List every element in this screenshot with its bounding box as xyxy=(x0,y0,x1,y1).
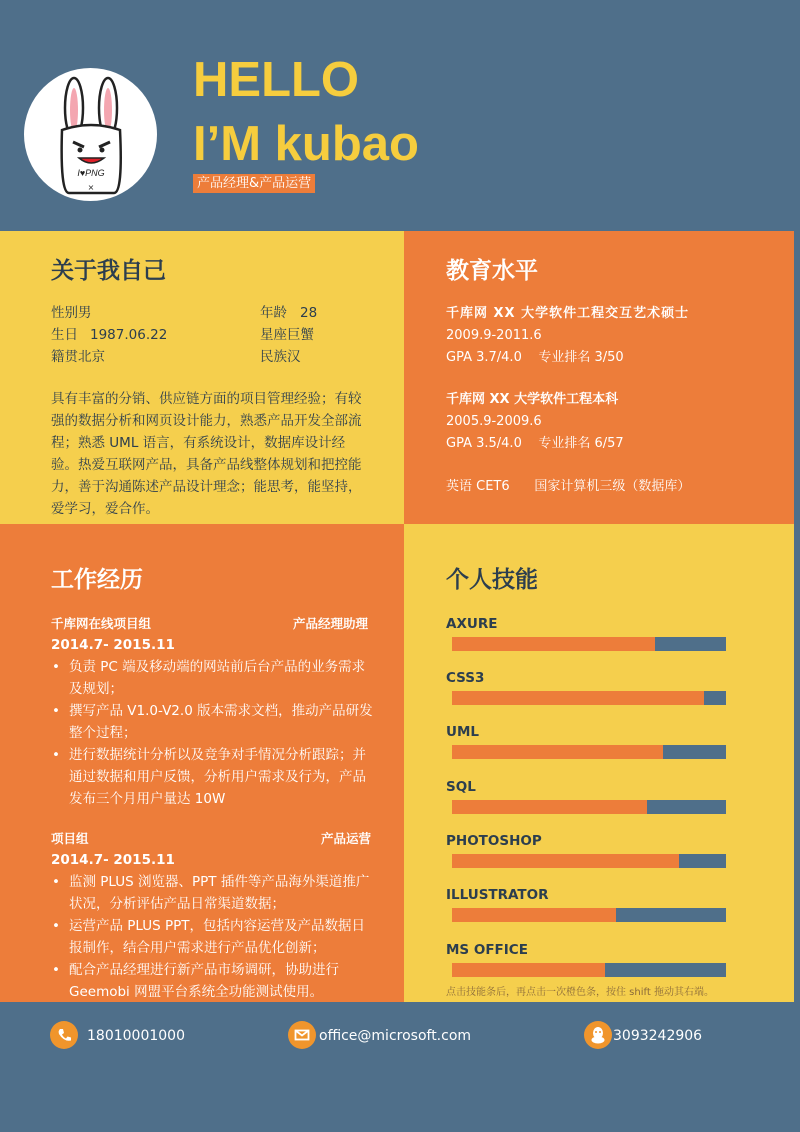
mail-icon xyxy=(288,1021,316,1049)
birth-value: 1987.06.22 xyxy=(90,327,168,343)
edu-certs: 英语 CET6 国家计算机三级（数据库） xyxy=(446,479,691,494)
phone-icon xyxy=(50,1021,78,1049)
name-heading: I’M kubao xyxy=(193,117,419,171)
job-duties-1 xyxy=(50,656,375,810)
list-item: • 监测 PLUS 浏览器、PPT 插件等产品海外渠道推广状况，分析评估产品日常渠道数据； xyxy=(50,871,375,915)
job-period-1: 2014.7- 2015.11 xyxy=(51,637,175,653)
list-item: • 撰写产品 V1.0-V2.0 版本需求文档，推动产品研发整个过程； xyxy=(50,700,375,744)
edu-school-2: 千库网 XX 大学软件工程本科 xyxy=(446,392,619,407)
hometown: 籍贯北京 xyxy=(51,349,105,365)
skill-bar-sql[interactable] xyxy=(452,800,726,814)
about-title: 关于我自己 xyxy=(51,258,166,284)
qq-number[interactable]: 3093242906 xyxy=(613,1028,703,1044)
role-badge: 产品经理&产品运营 xyxy=(193,174,315,193)
skill-name: MS OFFICE xyxy=(446,942,528,958)
age-value: 28 xyxy=(300,305,318,321)
skill-name: PHOTOSHOP xyxy=(446,833,542,849)
skill-name: AXURE xyxy=(446,616,498,632)
skill-bar-fill[interactable] xyxy=(452,637,655,651)
skill-bar-photoshop[interactable] xyxy=(452,854,726,868)
zodiac: 星座巨蟹 xyxy=(260,327,314,343)
list-item: • 负责 PC 端及移动端的网站前后台产品的业务需求及规划； xyxy=(50,656,375,700)
job-duties-2 xyxy=(50,871,375,1003)
skills-hint: 点击技能条后，再点击一次橙色条，按住 shift 拖动其右端。 xyxy=(446,987,714,998)
list-item: • 配合产品经理进行新产品市场调研，协助进行 Geemobi 网盟平台系统全功能测试使用。 xyxy=(50,959,375,1003)
job-company-1: 千库网在线项目组 xyxy=(51,616,152,631)
edu-gpa-2: GPA 3.5/4.0 专业排名 6/57 xyxy=(446,436,624,451)
skill-bar-msoffice[interactable] xyxy=(452,963,726,977)
skill-name: SQL xyxy=(446,779,476,795)
job-period-2: 2014.7- 2015.11 xyxy=(51,852,175,868)
list-item: • 进行数据统计分析以及竞争对手情况分析跟踪；并通过数据和用户反馈，分析用户需求及行为，产品发布三个月用户量达 10W xyxy=(50,744,375,810)
education-title: 教育水平 xyxy=(446,258,538,284)
skill-bar-axure[interactable] xyxy=(452,637,726,651)
greeting: HELLO xyxy=(193,53,360,107)
skills-panel xyxy=(404,524,794,1002)
skill-bar-uml[interactable] xyxy=(452,745,726,759)
edu-period-1: 2009.9-2011.6 xyxy=(446,328,542,343)
skill-bar-illustrator[interactable] xyxy=(452,908,726,922)
job-position-1: 产品经理助理 xyxy=(293,616,369,631)
skill-name: ILLUSTRATOR xyxy=(446,887,549,903)
skill-bar-fill[interactable] xyxy=(452,691,704,705)
avatar xyxy=(24,68,157,201)
edu-period-2: 2005.9-2009.6 xyxy=(446,414,542,429)
email-address[interactable]: office@microsoft.com xyxy=(319,1028,472,1044)
phone-number[interactable]: 18010001000 xyxy=(87,1028,185,1044)
gender: 性别男 xyxy=(51,305,92,321)
skill-bar-fill[interactable] xyxy=(452,963,605,977)
skill-bar-fill[interactable] xyxy=(452,854,679,868)
skill-bar-fill[interactable] xyxy=(452,800,647,814)
job-position-2: 产品运营 xyxy=(321,831,372,846)
skill-name: UML xyxy=(446,724,479,740)
svg-text:×: × xyxy=(87,183,95,192)
skill-bar-fill[interactable] xyxy=(452,908,616,922)
work-title: 工作经历 xyxy=(51,567,143,593)
skill-bar-fill[interactable] xyxy=(452,745,663,759)
avatar-label: I♥PNG xyxy=(77,168,105,178)
edu-gpa-1: GPA 3.7/4.0 专业排名 3/50 xyxy=(446,350,624,365)
edu-school-1: 千库网 XX 大学软件工程交互艺术硕士 xyxy=(446,306,690,321)
qq-icon xyxy=(584,1021,612,1049)
skill-bar-css3[interactable] xyxy=(452,691,726,705)
bunny-avatar-illustration xyxy=(24,68,157,201)
ethnicity: 民族汉 xyxy=(260,349,301,365)
about-description: 具有丰富的分销、供应链方面的项目管理经验；有较强的数据分析和网页设计能力，熟悉产品开发全部流程；熟悉 UML 语言，有系统设计，数据库设计经验。热爱互联网产品，具备产品线整体规划和把控能力，善于沟通陈述产品设计理念；能思考，能坚持，爱学习，爱合作。 xyxy=(51,391,362,517)
list-item: • 运营产品 PLUS PPT，包括内容运营及产品数据日报制作，结合用户需求进行产品优化创新； xyxy=(50,915,375,959)
skills-title: 个人技能 xyxy=(446,567,538,593)
skill-name: CSS3 xyxy=(446,670,485,686)
birth-label: 生日 xyxy=(51,327,78,343)
job-company-2: 项目组 xyxy=(51,831,89,846)
age-label: 年龄 xyxy=(260,305,287,321)
